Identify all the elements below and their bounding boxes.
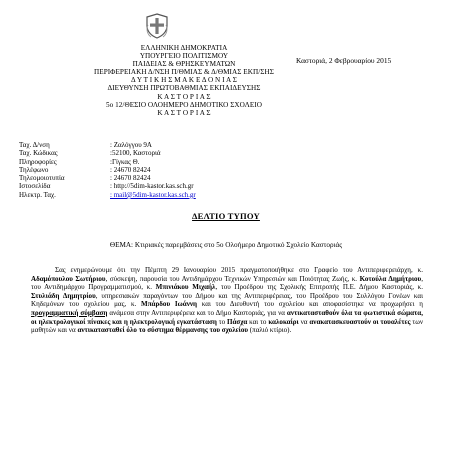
contact-label: Ταχ. Δ/νση [19, 141, 50, 149]
body-bold-text: καλοκαίρι [268, 317, 299, 326]
letterhead-line: Κ Α Σ Τ Ο Ρ Ι Α Σ [157, 108, 211, 117]
contact-row [19, 149, 196, 157]
letterhead-line: ΠΑΙΔΕΙΑΣ & ΘΡΗΣΚΕΥΜΑΤΩΝ [132, 60, 236, 69]
body-text: , του Αντιδημάρχου Προγραμματισμού, κ. [31, 274, 423, 292]
body-bold-text: Πάσχα [227, 317, 248, 326]
contact-row [19, 141, 196, 149]
contact-row [19, 166, 196, 174]
body-bold-text: ανακατασκευαστούν οι τουαλέτες [309, 317, 411, 326]
letterhead-line: ΔΙΕΥΘΥΝΣΗ ΠΡΩΤΟΒΑΘΜΙΑΣ ΕΚΠΑΙΔΕΥΣΗΣ [107, 84, 261, 93]
subject-line: ΘΕΜΑ: Κτιριακές παρεμβάσεις στο 5ο Ολοήμερο Δημοτικό Σχολείο Καστοριάς [109, 241, 343, 249]
contact-value: : Ζαλόγγου 9Α [110, 141, 152, 149]
contact-value: :Γίγκας Θ. [110, 157, 140, 166]
contact-value: : 24670 82424 [110, 165, 151, 174]
body-text: ανάμεσα στην Αντιπεριφέρεια και το Δήμο Καστοριάς, για να [107, 308, 287, 317]
contact-block [19, 141, 196, 199]
document-title: ΔΕΛΤΙΟ ΤΥΠΟΥ [192, 211, 260, 221]
body-bold-text: Μπάρδου Ιωάννη [141, 300, 198, 309]
contact-label: Τηλέφωνο [19, 165, 49, 174]
body-bold-text: Στυλιάδη Δημητρίου [31, 291, 96, 300]
body-text: και του Διευθυντή του σχολείου και αποφασίστηκε να προχωρήσει η [197, 300, 423, 309]
body-text: , σύσκεψη, παρουσία του Αντιδημάρχου Τεχνικών Υπηρεσιών και Ποιότητας Ζωής, κ. [105, 274, 360, 283]
letterhead [74, 44, 294, 117]
body-text: και το [247, 317, 269, 326]
letterhead-line: Δ Υ Τ Ι Κ Η Σ Μ Α Κ Ε Δ Ο Ν Ι Α Σ [131, 76, 237, 85]
contact-row [19, 191, 196, 199]
contact-row [19, 182, 196, 190]
body-bold-text: Αδαμόπουλου Σωτήριου [31, 274, 106, 283]
letterhead-line: ΕΛΛΗΝΙΚΗ ΔΗΜΟΚΡΑΤΙΑ [140, 44, 228, 52]
body-text: Σας ενημερώνουμε ότι την Πέμπτη 29 Ιανουαρίου 2015 πραγματοποιήθηκε στο Γραφείο του Αντιπεριφερειάρχη, κ. [55, 266, 423, 274]
body-bold-text: αντικατασταθούν όλα τα φωτιστικά σώματα, οι ηλεκτρολογικοί πίνακες και η ηλεκτρολογική εγκατάσταση [31, 308, 423, 326]
letterhead-line: Κ Α Σ Τ Ο Ρ Ι Α Σ [157, 92, 211, 101]
body-text: των μαθητών και να [31, 317, 424, 335]
contact-label: Τηλεομοιοτυπία [19, 174, 65, 183]
contact-label: Ταχ. Κώδικας [19, 149, 58, 158]
email-link[interactable]: : mail@5dim-kastor.kas.sch.gr [110, 190, 196, 199]
body-paragraph [31, 266, 423, 335]
body-bold-text: Κοτούλα Δημήτριου [359, 274, 422, 283]
letterhead-line: ΥΠΟΥΡΓΕΙΟ ΠΟΛΙΤΙΣΜΟΥ [139, 52, 229, 61]
body-text: να [298, 317, 310, 326]
letterhead-line: ΠΕΡΙΦΕΡΕΙΑΚΗ Δ/ΝΣΗ Π/ΘΜΙΑΣ & Δ/ΘΜΙΑΣ ΕΚΠ/ΣΗΣ [94, 68, 274, 77]
contact-row [19, 174, 196, 182]
document-date: Καστοριά, 2 Φεβρουαρίου 2015 [296, 56, 392, 65]
body-text: , του Προέδρου της Σχολικής Επιτροπής Π.Ε. Δήμου Καστοριάς, κ. [215, 283, 424, 292]
body-bold-text: αντικατασταθεί όλο το σύστημα θέρμανσης του σχολείου [77, 326, 249, 335]
body-text: (παλιό κτίριο). [248, 326, 292, 335]
body-bold-underlined-text: προγραμματική σύμβαση [31, 308, 108, 317]
body-text: το [216, 317, 228, 326]
website-link[interactable]: : http://5dim-kastor.kas.sch.gr [110, 182, 194, 191]
body-bold-text: Μπινιάκου Μιχαήλ [155, 283, 216, 292]
greek-coat-of-arms-icon [145, 13, 169, 39]
contact-label: Ιστοσελίδα [19, 182, 51, 191]
contact-label: Πληροφορίες [19, 157, 57, 166]
contact-value: :52100, Καστοριά [110, 149, 161, 158]
contact-label: Ηλεκτρ. Ταχ. [19, 190, 56, 199]
body-text: , υπηρεσιακών παραγόντων του Δήμου και της Αντιπεριφέρειας, του Προέδρου του Συλλόγου Γονέων και Κηδεμόνων του σχολείου μας, κ. [31, 291, 423, 309]
letterhead-line: 5ο 12/ΘΕΣΙΟ ΟΛΟΗΜΕΡΟ ΔΗΜΟΤΙΚΟ ΣΧΟΛΕΙΟ [106, 100, 262, 109]
contact-value: : 24670 82424 [110, 174, 151, 183]
contact-row [19, 158, 196, 166]
